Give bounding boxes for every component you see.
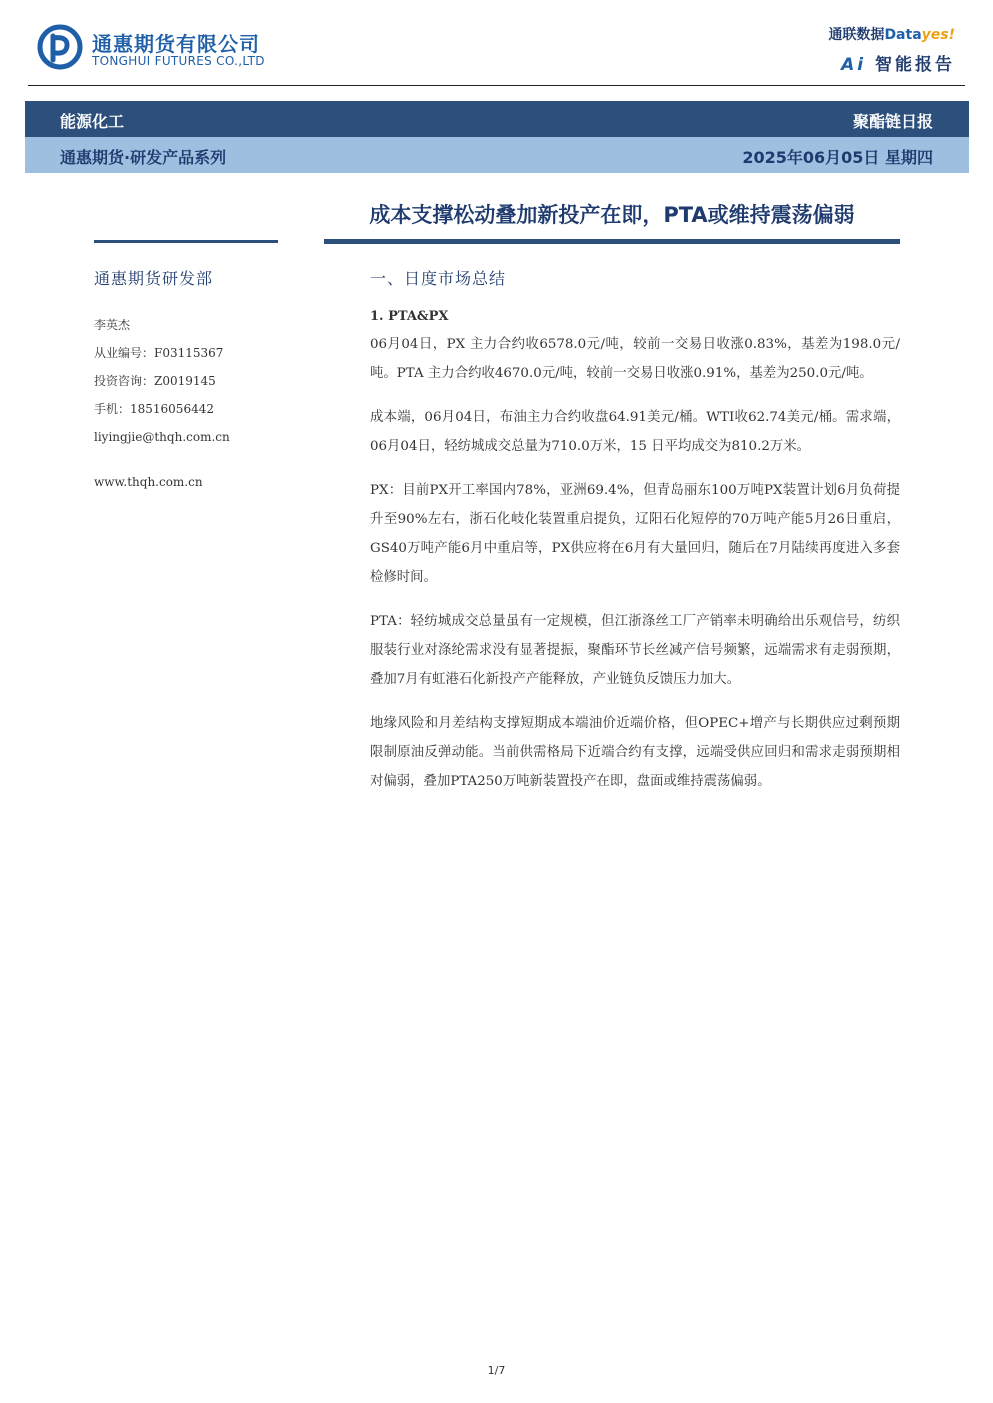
header-divider — [28, 85, 965, 86]
department-name: 通惠期货研发部 — [94, 269, 214, 288]
email-link[interactable]: liyingjie@thqh.com.cn — [94, 430, 230, 444]
series-label: 通惠期货·研发产品系列 — [60, 148, 227, 167]
advisory-number: 投资咨询：Z0019145 — [94, 374, 216, 388]
sub-title: 1. PTA&PX — [370, 309, 449, 324]
paragraph-px: PX：目前PX开工率国内78%，亚洲69.4%，但青岛丽东100万吨PX装置计划6月负荷提升至90%左右，浙石化岐化装置重启提负，辽阳石化短停的70万吨产能5月26日重启，GS40万吨产能6月中重启等，PX供应将在6月有大量回归，随后在7月陆续再度进入多套检修时间。 — [370, 483, 900, 585]
paragraph-outlook: 地缘风险和月差结构支撑短期成本端油价近端价格，但OPEC+增产与长期供应过剩预期限制原油反弹动能。当前供需格局下近端合约有支撑，远端受供应回归和需求走弱预期相对偏弱，叠加PTA250万吨新装置投产在即，盘面或维持震荡偏弱。 — [370, 716, 900, 789]
paragraph-prices: 06月04日，PX 主力合约收6578.0元/吨，较前一交易日收涨0.83%，基差为198.0元/吨。PTA 主力合约收4670.0元/吨，较前一交易日收涨0.91%，基差为250.0元/吨。 — [370, 337, 900, 381]
analyst-sidebar — [94, 266, 294, 496]
brand-datayes — [828, 24, 955, 44]
series-bar — [25, 137, 969, 173]
phone-number: 手机：18516056442 — [94, 402, 214, 416]
report-title: 成本支撑松动叠加新投产在即，PTA或维持震荡偏弱 — [369, 203, 855, 227]
license-number: 从业编号：F03115367 — [94, 346, 224, 360]
paragraph-pta: PTA：轻纺城成交总量虽有一定规模，但江浙涤丝工厂产销率未明确给出乐观信号，纺织服装行业对涤纶需求没有显著提振，聚酯环节长丝减产信号频繁，远端需求有走弱预期，叠加7月有虹港石化新投产产能释放，产业链负反馈压力加大。 — [370, 614, 900, 687]
sidebar-divider — [94, 240, 278, 243]
paragraph-cost-demand: 成本端，06月04日，布油主力合约收盘64.91美元/桶。WTI收62.74美元/桶。需求端，06月04日，轻纺城成交总量为710.0万米，15 日平均成交为810.2万米。 — [370, 410, 900, 454]
title-divider — [324, 239, 900, 244]
report-date: 2025年06月05日 星期四 — [742, 148, 933, 167]
brand-ai-report — [841, 50, 955, 75]
brand-prefix: 通联数据 — [828, 27, 885, 43]
section-title: 一、日度市场总结 — [370, 269, 507, 288]
company-logo-icon — [37, 24, 83, 70]
main-content — [370, 266, 900, 811]
website-link[interactable]: www.thqh.com.cn — [94, 475, 203, 489]
page-number: 1/7 — [487, 1364, 506, 1377]
brand-yes: yes! — [921, 27, 955, 43]
brand-data: Data — [884, 27, 922, 43]
brand-report: 智能报告 — [875, 55, 955, 75]
report-type-label: 聚酯链日报 — [852, 112, 933, 131]
sector-label: 能源化工 — [60, 112, 125, 131]
analyst-name: 李英杰 — [94, 318, 131, 332]
company-name-cn: 通惠期货有限公司 — [92, 32, 260, 56]
sector-bar — [25, 101, 969, 137]
company-name-en: TONGHUI FUTURES CO.,LTD — [92, 54, 265, 68]
brand-ai: Ai — [841, 55, 867, 75]
